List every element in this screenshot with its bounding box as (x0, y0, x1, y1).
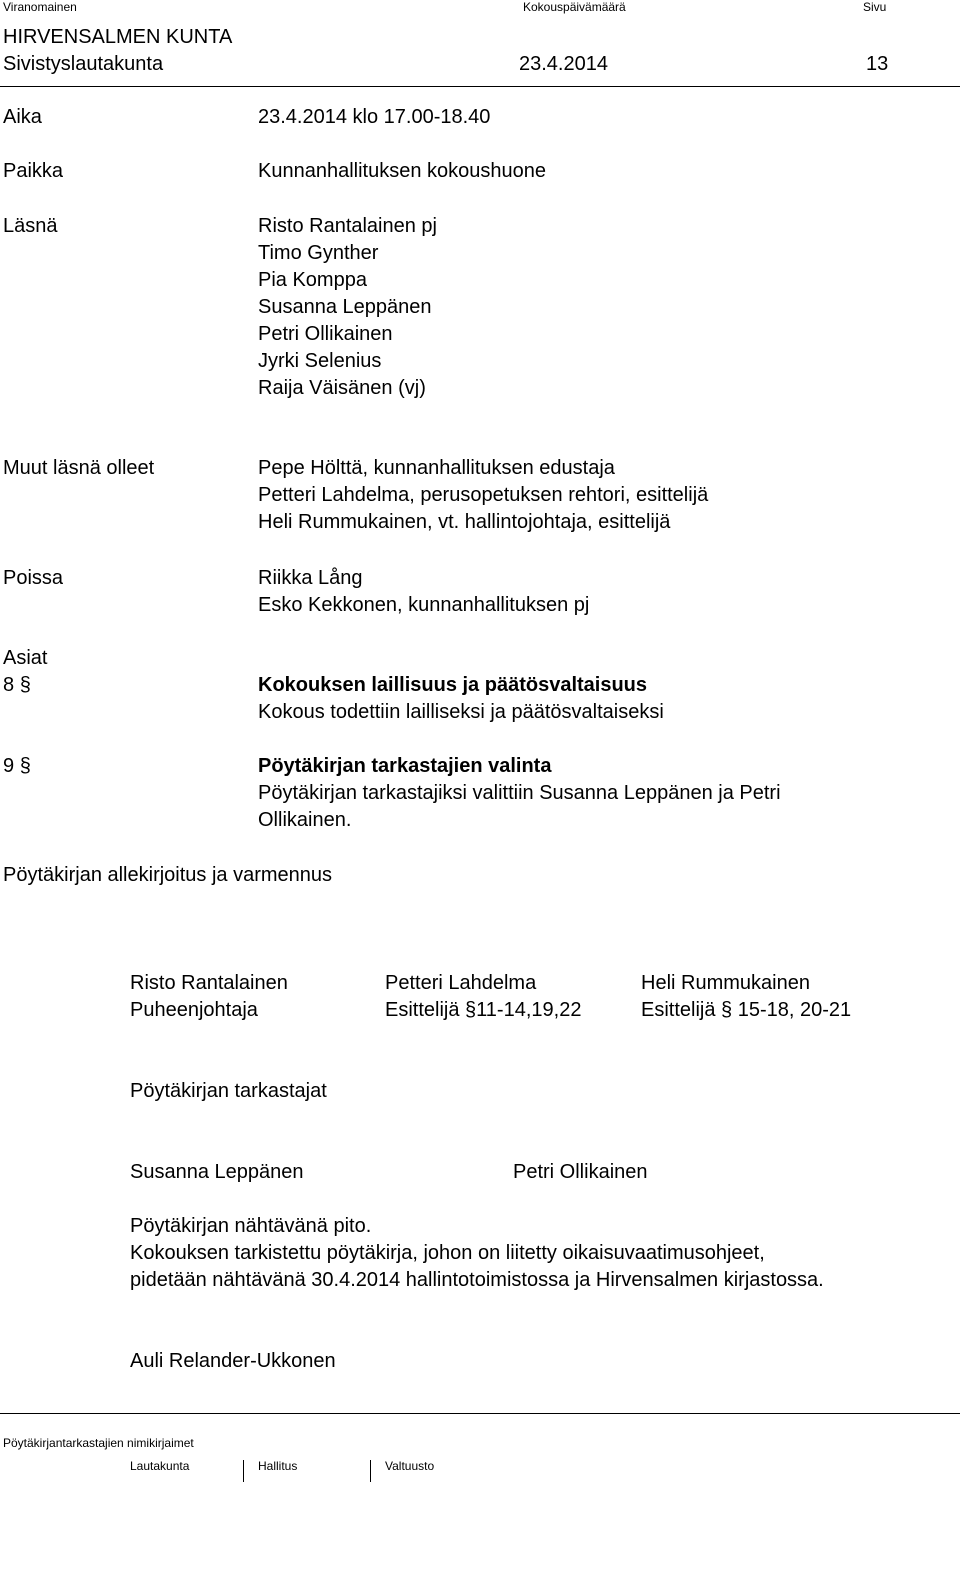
present-list (258, 213, 437, 402)
absent-list (258, 565, 589, 619)
header-page-label: Sivu (863, 0, 887, 14)
agenda-item-text: Kokous todettiin lailliseksi ja päätösvaltaiseksi (258, 701, 664, 723)
signature-heading: Pöytäkirjan allekirjoitus ja varmennus (3, 864, 333, 886)
time-value: 23.4.2014 klo 17.00-18.40 (258, 106, 491, 128)
footer-council-label: Valtuusto (385, 1459, 435, 1473)
agenda-item-number: 8 § (3, 672, 31, 699)
public-display-text: Pöytäkirjan nähtävänä pito. Kokouksen tarkistettu pöytäkirja, johon on liitetty oikaisuvaatimusohjeet, pidetään nähtävänä 30.4.2014 hallintotoimistossa ja Hirvensalmen kirjastossa. (130, 1215, 824, 1291)
footer-divider (0, 1413, 960, 1414)
present-member: Jyrki Selenius (258, 350, 382, 372)
others-present-item: Pepe Hölttä, kunnanhallituksen edustaja (258, 457, 615, 479)
agenda-item-title: Kokouksen laillisuus ja päätösvaltaisuus (258, 674, 648, 696)
agenda-item-text: Pöytäkirjan tarkastajiksi valittiin Susanna Leppänen ja Petri Ollikainen. (258, 782, 781, 831)
committee-name: Sivistyslautakunta (3, 53, 164, 75)
meeting-date: 23.4.2014 (519, 53, 608, 75)
absent-member: Esko Kekkonen, kunnanhallituksen pj (258, 594, 590, 616)
municipality-name: HIRVENSALMEN KUNTA (3, 26, 233, 48)
present-member: Pia Komppa (258, 269, 367, 291)
place-label: Paikka (3, 160, 64, 182)
section-sign-icon: § (721, 999, 733, 1021)
agenda-item-title: Pöytäkirjan tarkastajien valinta (258, 755, 552, 777)
page-number: 13 (866, 53, 889, 75)
footer-column-divider (370, 1460, 371, 1482)
others-present-label: Muut läsnä olleet (3, 457, 155, 479)
footer-column-divider (243, 1460, 244, 1482)
footer-board-label: Lautakunta (130, 1459, 190, 1473)
signer-role: Puheenjohtaja (130, 999, 258, 1021)
time-label: Aika (3, 106, 42, 128)
signer-name: Heli Rummukainen (641, 972, 810, 994)
signer-name: Risto Rantalainen (130, 972, 288, 994)
header-authority-label: Viranomainen (3, 0, 77, 14)
initials-label: Pöytäkirjantarkastajien nimikirjaimet (3, 1436, 194, 1450)
signer-name: Petteri Lahdelma (385, 972, 537, 994)
place-value: Kunnanhallituksen kokoushuone (258, 160, 546, 182)
agenda-label: Asiat (3, 647, 48, 669)
others-present-item: Heli Rummukainen, vt. hallintojohtaja, esittelijä (258, 511, 671, 533)
absent-member: Riikka Lång (258, 567, 363, 589)
signer-role: Esittelijä §11-14,19,22 (385, 999, 582, 1021)
present-label: Läsnä (3, 215, 58, 237)
header-divider (0, 86, 960, 87)
present-member: Timo Gynther (258, 242, 379, 264)
present-member: Susanna Leppänen (258, 296, 432, 318)
section-sign-icon: § (19, 674, 31, 696)
inspector-name: Susanna Leppänen (130, 1161, 304, 1183)
absent-label: Poissa (3, 567, 64, 589)
section-sign-icon: § (465, 999, 477, 1021)
present-member: Petri Ollikainen (258, 323, 393, 345)
others-present-list (258, 455, 708, 536)
footer-government-label: Hallitus (258, 1459, 298, 1473)
agenda-item-number: 9 § (3, 753, 31, 780)
signer-role: Esittelijä § 15-18, 20-21 (641, 999, 852, 1021)
inspectors-label: Pöytäkirjan tarkastajat (130, 1080, 327, 1102)
present-member: Risto Rantalainen pj (258, 215, 437, 237)
present-member: Raija Väisänen (vj) (258, 377, 426, 399)
clerk-name: Auli Relander-Ukkonen (130, 1350, 336, 1372)
section-sign-icon: § (19, 755, 31, 777)
header-date-label: Kokouspäivämäärä (523, 0, 626, 14)
inspector-name: Petri Ollikainen (513, 1161, 648, 1183)
others-present-item: Petteri Lahdelma, perusopetuksen rehtori, esittelijä (258, 484, 709, 506)
